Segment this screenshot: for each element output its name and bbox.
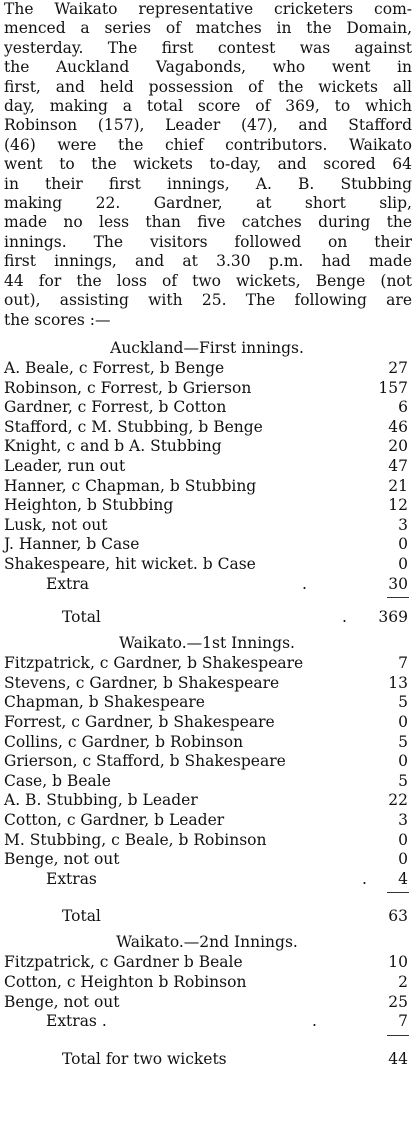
extras-row [2,869,412,889]
score-row [2,810,412,830]
runs-value: 7 [398,1012,408,1031]
score-row [2,790,412,810]
runs-value: 157 [378,378,408,397]
intro-line: menced a series of matches in the Domain, [4,19,412,38]
score-row [2,712,412,732]
runs-value: 369 [378,608,408,627]
batsman-entry: Chapman, b Shakespeare [4,693,205,712]
score-row [2,771,412,791]
intro-line: first, and held possession of the wickets all [4,77,412,96]
total-row [2,607,412,627]
runs-value: 0 [398,850,408,869]
score-row [2,456,412,476]
runs-value: 0 [398,752,408,771]
score-row [2,992,412,1012]
batsman-entry: Case, b Beale [4,771,111,790]
intro-line: (46) were the chief contributors. Waikato [4,135,412,154]
batsman-entry: Robinson, c Forrest, b Grierson [4,378,252,397]
waikato1-heading: Waikato.—1st Innings. [119,634,295,653]
intro-line: 44 for the loss of two wickets, Benge (not [4,271,412,290]
runs-value: 25 [388,992,408,1011]
score-row [2,358,412,378]
batsman-entry: Total [62,907,101,926]
runs-value: 5 [398,693,408,712]
runs-value: 5 [398,732,408,751]
runs-value: 7 [398,654,408,673]
runs-value: 20 [388,437,408,456]
batsman-entry: Fitzpatrick, c Gardner, b Shakespeare [4,654,304,673]
batsman-entry: Total [62,608,101,627]
score-row [2,692,412,712]
score-row [2,476,412,496]
batsman-entry: Cotton, c Heighton b Robinson [4,973,247,991]
runs-value: 46 [388,417,408,436]
score-row [2,653,412,673]
batsman-entry: Total for two wickets [62,1049,227,1068]
batsman-entry: Cotton, c Gardner, b Leader [4,811,225,829]
score-row [2,849,412,869]
intro-line: innings. The visitors followed on their [4,232,412,251]
total-row [2,906,412,926]
total-rule [387,597,409,598]
intro-line: The Waikato representative cricketers com- [4,0,412,18]
runs-value: 0 [398,830,408,849]
runs-value: 4 [398,869,408,888]
batsman-entry: Leader, run out [4,457,126,475]
leader-dot: . [362,869,367,888]
runs-value: 3 [398,515,408,534]
score-row [2,495,412,515]
score-row [2,515,412,535]
runs-value: 22 [388,791,408,810]
runs-value: 2 [398,973,408,991]
batsman-entry: Lusk, not out [4,515,108,534]
runs-value: 47 [388,457,408,475]
score-row [2,830,412,850]
extras-row [2,1011,412,1031]
score-row [2,436,412,456]
batsman-entry: Fitzpatrick, c Gardner b Beale [4,953,243,972]
extras-row [2,574,412,594]
runs-value: 3 [398,811,408,829]
batsman-entry: Stevens, c Gardner, b Shakespeare [4,673,280,692]
total-row [2,1049,412,1069]
score-row [2,751,412,771]
runs-value: 63 [388,907,408,926]
intro-line: first innings, and at 3.30 p.m. had made [4,252,412,271]
intro-line: Robinson (157), Leader (47), and Stafford [4,116,412,135]
runs-value: 0 [398,713,408,731]
batsman-entry: Extra [46,574,89,593]
score-row [2,732,412,752]
batsman-entry: Forrest, c Gardner, b Shakespeare [4,713,275,731]
total-rule [387,1035,409,1036]
auckland-heading: Auckland—First innings. [110,339,304,357]
leader-dot: . [302,574,307,593]
runs-value: 0 [398,535,408,554]
runs-value: 27 [388,359,408,377]
leader-dot: . [312,1012,317,1031]
intro-paragraph [4,0,412,330]
waikato2-heading: Waikato.—2nd Innings. [116,933,298,952]
batsman-entry: Hanner, c Chapman, b Stubbing [4,476,257,495]
score-row [2,554,412,574]
batsman-entry: Benge, not out [4,850,120,869]
score-row [2,952,412,972]
intro-line: out), assisting with 25. The following are [4,291,412,310]
batsman-entry: Grierson, c Stafford, b Shakespeare [4,752,286,771]
intro-line: went to the wickets to-day, and scored 64 [4,155,412,174]
score-row [2,972,412,992]
runs-value: 21 [388,476,408,495]
batsman-entry: Stafford, c M. Stubbing, b Benge [4,417,263,436]
intro-line: day, making a total score of 369, to which [4,97,412,116]
batsman-entry: J. Hanner, b Case [4,535,140,554]
intro-line: in their first innings, A. B. Stubbing [4,174,412,193]
batsman-entry: Gardner, c Forrest, b Cotton [4,398,227,417]
newspaper-column [2,0,413,1126]
total-rule [387,892,409,893]
score-row [2,673,412,693]
runs-value: 0 [398,555,408,573]
runs-value: 10 [388,953,408,972]
runs-value: 13 [388,673,408,692]
batsman-entry: Benge, not out [4,992,120,1011]
runs-value: 30 [388,574,408,593]
score-row [2,378,412,398]
batsman-entry: M. Stubbing, c Beale, b Robinson [4,830,267,849]
batsman-entry: A. B. Stubbing, b Leader [4,791,198,810]
intro-line: the Auckland Vagabonds, who went in [4,58,412,77]
batsman-entry: Heighton, b Stubbing [4,496,174,515]
leader-dot: . [342,608,347,627]
score-row [2,397,412,417]
intro-line: making 22. Gardner, at short slip, [4,194,412,213]
runs-value: 44 [388,1049,408,1068]
batsman-entry: A. Beale, c Forrest, b Benge [4,359,225,377]
batsman-entry: Collins, c Gardner, b Robinson [4,732,244,751]
intro-line: the scores :— [4,310,111,329]
batsman-entry: Knight, c and b A. Stubbing [4,437,222,456]
batsman-entry: Shakespeare, hit wicket. b Case [4,555,256,573]
runs-value: 5 [398,771,408,790]
runs-value: 6 [398,398,408,417]
batsman-entry: Extras . [46,1012,107,1031]
batsman-entry: Extras [46,869,97,888]
score-row [2,417,412,437]
intro-line: yesterday. The first contest was against [4,38,412,57]
runs-value: 12 [388,496,408,515]
score-row [2,534,412,554]
intro-line: made no less than five catches during the [4,213,412,232]
